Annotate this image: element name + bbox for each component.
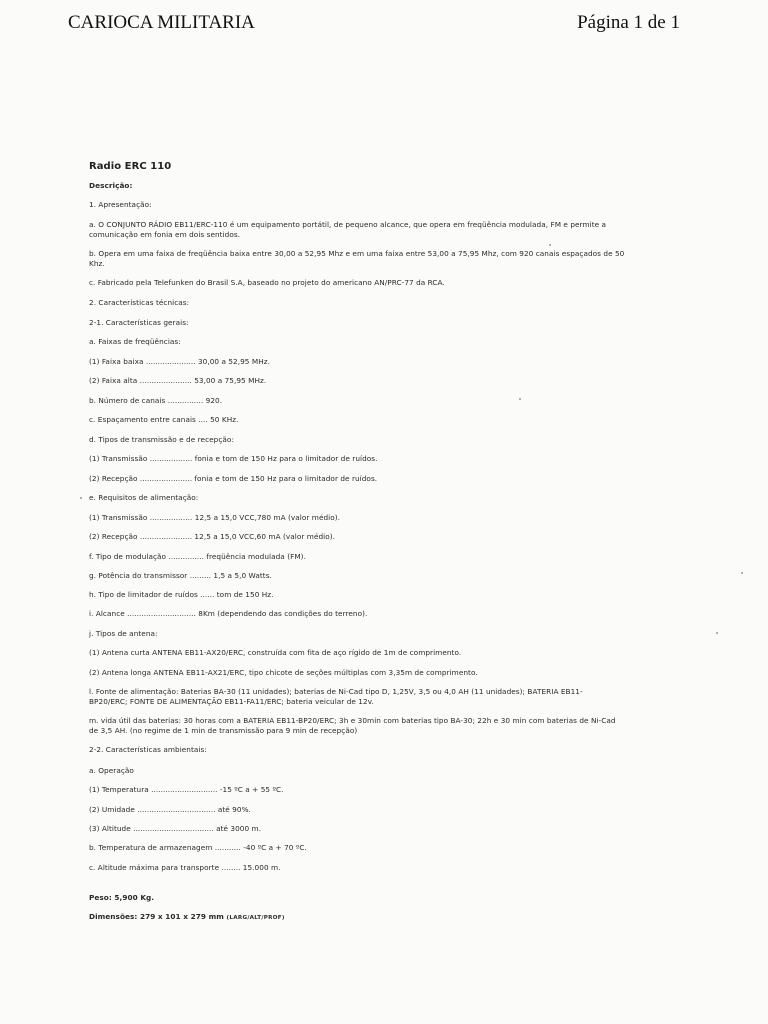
item-umidade: (2) Umidade ................................. até 90%. [89,805,251,814]
item-peso: Peso: 5,900 Kg. [89,893,155,902]
para-b-line2: Khz. [89,259,105,268]
item-tipos-transmissao: d. Tipos de transmissão e de recepção: [89,435,234,444]
item-altitude-transporte: c. Altitude máxima para transporte ........ 15.000 m. [89,863,281,872]
item-temperatura: (1) Temperatura ............................ -15 ºC a + 55 ºC. [89,785,284,794]
doc-title: Radio ERC 110 [89,161,172,172]
item-req-transmissao: (1) Transmissão .................. 12,5 a 15,0 VCC,780 mA (valor médio). [89,513,341,522]
para-a-line1: a. O CONJUNTO RÁDIO EB11/ERC-110 é um equipamento portátil, de pequeno alcance, que opera em freqüência modulada, FM e permite a [89,220,607,229]
item-potencia: g. Potência do transmissor ......... 1,5 a 5,0 Watts. [89,571,272,580]
item-antena-curta: (1) Antena curta ANTENA EB11-AX20/ERC, construída com fita de aço rígido de 1m de comprimento. [89,648,462,657]
item-req-recepcao: (2) Recepção ...................... 12,5 a 15,0 VCC,60 mA (valor médio). [89,532,336,541]
item-vida-line2: de 3,5 AH. (no regime de 1 min de transmissão para 9 min de recepção) [89,726,358,735]
dimensoes-note: (LARG/ALT/PROF) [226,915,285,921]
item-espacamento: c. Espaçamento entre canais .... 50 KHz. [89,415,239,424]
section-caract-ambientais: 2-2. Características ambientais: [89,745,207,754]
header-site-name: CARIOCA MILITARIA [68,12,255,33]
section-caract-gerais: 2-1. Características gerais: [89,318,189,327]
item-altitude: (3) Altitude .................................. até 3000 m. [89,824,262,833]
item-dimensoes [89,912,285,924]
scan-speck [80,497,82,499]
scan-speck [519,398,521,400]
scan-speck [741,572,743,574]
para-b-line1: b. Opera em uma faixa de freqüência baixa entre 30,00 a 52,95 Mhz e em uma faixa entre 53,00 a 75,95 Mhz, com 920 canais espaçados de 50 [89,249,625,258]
dimensoes-value: Dimensões: 279 x 101 x 279 mm [89,912,224,921]
item-modulacao: f. Tipo de modulação ............... freqüência modulada (FM). [89,552,306,561]
item-faixa-alta: (2) Faixa alta ...................... 53,00 a 75,95 MHz. [89,376,267,385]
item-faixa-baixa: (1) Faixa baixa ..................... 30,00 a 52,95 MHz. [89,357,270,366]
item-faixas: a. Faixas de freqüências: [89,337,181,346]
para-c: c. Fabricado pela Telefunken do Brasil S.A, baseado no projeto do americano AN/PRC-77 da RCA. [89,278,445,287]
item-fonte-line1: l. Fonte de alimentação: Baterias BA-30 (11 unidades); baterias de Ni-Cad tipo D, 1,25V, 3,5 ou 4,0 AH (11 unidades); BATERIA EB11- [89,687,583,696]
scan-speck [549,244,551,246]
item-temp-armazenagem: b. Temperatura de armazenagem ........... -40 ºC a + 70 ºC. [89,843,307,852]
item-fonte-line2: BP20/ERC; FONTE DE ALIMENTAÇÃO EB11-FA11/ERC; bateria veicular de 12v. [89,697,374,706]
item-requisitos: e. Requisitos de alimentação: [89,493,199,502]
item-num-canais: b. Número de canais ............... 920. [89,396,223,405]
section-caract-tecnicas: 2. Características técnicas: [89,298,190,307]
para-a-line2: comunicação em fonia em dois sentidos. [89,230,241,239]
item-operacao: a. Operação [89,766,134,775]
item-alcance: i. Alcance ............................. 8Km (dependendo das condições do terreno). [89,609,368,618]
section-apresentacao: 1. Apresentação: [89,200,152,209]
scan-speck [716,632,718,634]
item-vida-line1: m. vida útil das baterias: 30 horas com a BATERIA EB11-BP20/ERC; 3h e 30min com baterias tipo BA-30; 22h e 30 min com baterias de Ni-Cad [89,716,616,725]
item-transmissao: (1) Transmissão .................. fonia e tom de 150 Hz para o limitador de ruídos. [89,454,378,463]
item-recepcao: (2) Recepção ...................... fonia e tom de 150 Hz para o limitador de ruídos. [89,474,378,483]
item-limitador: h. Tipo de limitador de ruídos ...... tom de 150 Hz. [89,590,274,599]
item-tipos-antena: j. Tipos de antena: [89,629,158,638]
section-descricao: Descrição: [89,181,133,190]
item-antena-longa: (2) Antena longa ANTENA EB11-AX21/ERC, tipo chicote de seções múltiplas com 3,35m de comprimento. [89,668,478,677]
header-page-number: Página 1 de 1 [577,12,680,33]
